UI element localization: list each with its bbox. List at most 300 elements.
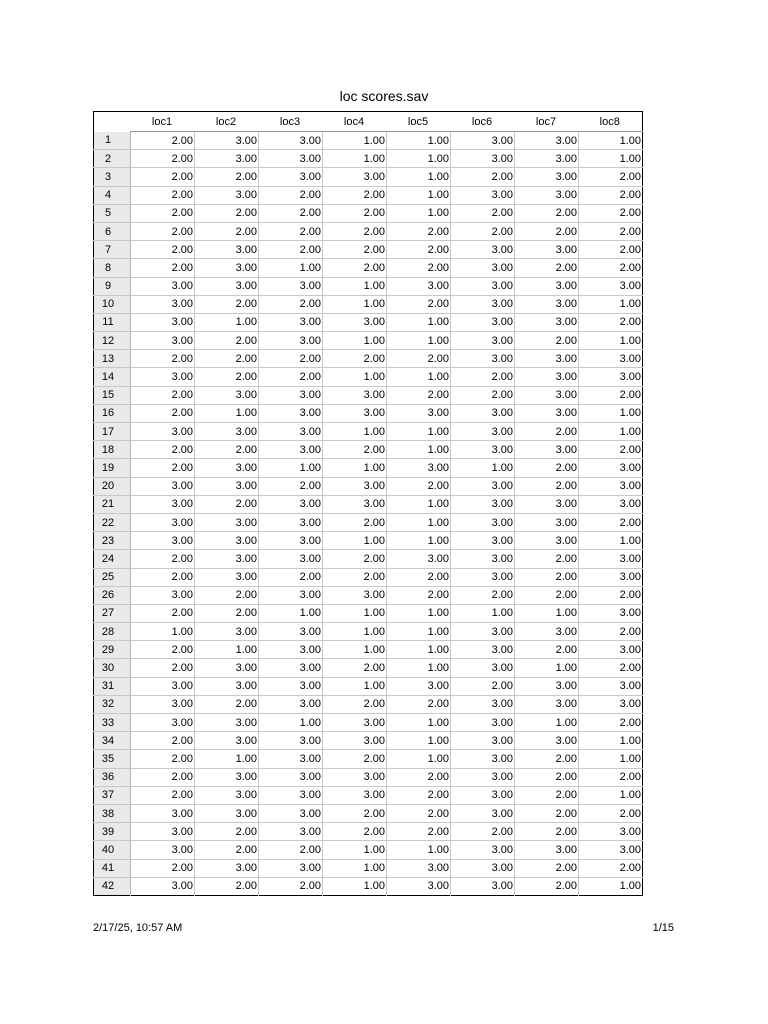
table-cell: 2.00 xyxy=(323,568,387,586)
table-cell: 3.00 xyxy=(195,532,259,550)
table-row xyxy=(94,823,643,841)
table-cell: 3.00 xyxy=(451,714,515,732)
table-cell: 2.00 xyxy=(515,823,579,841)
row-number: 17 xyxy=(94,423,131,441)
table-row xyxy=(94,459,643,477)
column-header: loc2 xyxy=(195,112,259,132)
table-cell: 3.00 xyxy=(579,277,643,295)
table-cell: 3.00 xyxy=(451,513,515,531)
row-number: 4 xyxy=(94,186,131,204)
table-cell: 3.00 xyxy=(131,332,195,350)
table-cell: 3.00 xyxy=(195,623,259,641)
table-cell: 2.00 xyxy=(387,786,451,804)
table-cell: 2.00 xyxy=(195,877,259,895)
table-cell: 3.00 xyxy=(195,859,259,877)
table-cell: 2.00 xyxy=(195,441,259,459)
row-number: 13 xyxy=(94,350,131,368)
table-row xyxy=(94,841,643,859)
table-cell: 3.00 xyxy=(259,786,323,804)
table-cell: 1.00 xyxy=(579,150,643,168)
row-number: 2 xyxy=(94,150,131,168)
table-cell: 2.00 xyxy=(323,350,387,368)
table-cell: 3.00 xyxy=(259,313,323,331)
table-cell: 3.00 xyxy=(259,423,323,441)
table-cell: 3.00 xyxy=(259,168,323,186)
table-cell: 1.00 xyxy=(387,313,451,331)
table-cell: 1.00 xyxy=(323,295,387,313)
table-row xyxy=(94,623,643,641)
document-title: loc scores.sav xyxy=(339,88,429,104)
table-cell: 3.00 xyxy=(323,495,387,513)
column-header: loc4 xyxy=(323,112,387,132)
table-cell: 3.00 xyxy=(259,641,323,659)
table-cell: 3.00 xyxy=(579,368,643,386)
table-cell: 2.00 xyxy=(515,332,579,350)
table-cell: 2.00 xyxy=(515,859,579,877)
table-row xyxy=(94,132,643,150)
table-cell: 2.00 xyxy=(451,222,515,240)
row-number: 26 xyxy=(94,586,131,604)
table-cell: 3.00 xyxy=(195,186,259,204)
table-cell: 3.00 xyxy=(579,495,643,513)
table-cell: 1.00 xyxy=(387,168,451,186)
table-cell: 1.00 xyxy=(323,604,387,622)
table-cell: 2.00 xyxy=(579,168,643,186)
table-cell: 3.00 xyxy=(451,641,515,659)
table-cell: 1.00 xyxy=(387,132,451,150)
table-cell: 1.00 xyxy=(387,732,451,750)
table-cell: 2.00 xyxy=(515,804,579,822)
table-cell: 3.00 xyxy=(131,513,195,531)
table-cell: 1.00 xyxy=(515,604,579,622)
table-cell: 3.00 xyxy=(195,513,259,531)
table-cell: 2.00 xyxy=(323,823,387,841)
row-number: 33 xyxy=(94,714,131,732)
table-cell: 2.00 xyxy=(195,350,259,368)
table-cell: 2.00 xyxy=(259,477,323,495)
table-cell: 1.00 xyxy=(323,132,387,150)
row-number: 12 xyxy=(94,332,131,350)
table-cell: 3.00 xyxy=(131,823,195,841)
table-cell: 2.00 xyxy=(131,459,195,477)
table-cell: 1.00 xyxy=(323,459,387,477)
table-row xyxy=(94,768,643,786)
table-cell: 3.00 xyxy=(515,186,579,204)
table-cell: 2.00 xyxy=(323,241,387,259)
row-number: 29 xyxy=(94,641,131,659)
table-cell: 2.00 xyxy=(259,222,323,240)
table-cell: 3.00 xyxy=(515,277,579,295)
table-cell: 3.00 xyxy=(515,368,579,386)
table-row xyxy=(94,404,643,422)
table-cell: 3.00 xyxy=(195,659,259,677)
table-cell: 2.00 xyxy=(451,823,515,841)
row-number-header xyxy=(94,112,131,132)
table-cell: 2.00 xyxy=(579,241,643,259)
row-number: 32 xyxy=(94,695,131,713)
table-row xyxy=(94,204,643,222)
table-cell: 3.00 xyxy=(131,477,195,495)
table-cell: 3.00 xyxy=(259,277,323,295)
table-cell: 1.00 xyxy=(195,404,259,422)
table-cell: 2.00 xyxy=(131,732,195,750)
table-cell: 3.00 xyxy=(195,714,259,732)
table-cell: 2.00 xyxy=(451,386,515,404)
row-number: 38 xyxy=(94,804,131,822)
table-row xyxy=(94,313,643,331)
table-cell: 1.00 xyxy=(579,423,643,441)
table-row xyxy=(94,641,643,659)
table-cell: 2.00 xyxy=(131,604,195,622)
table-cell: 3.00 xyxy=(195,732,259,750)
header-row xyxy=(94,112,643,132)
table-row xyxy=(94,714,643,732)
table-cell: 2.00 xyxy=(579,804,643,822)
table-row xyxy=(94,877,643,895)
table-cell: 3.00 xyxy=(131,368,195,386)
column-header: loc3 xyxy=(259,112,323,132)
table-row xyxy=(94,332,643,350)
table-cell: 2.00 xyxy=(579,768,643,786)
row-number: 34 xyxy=(94,732,131,750)
table-cell: 1.00 xyxy=(579,750,643,768)
table-cell: 3.00 xyxy=(195,786,259,804)
table-cell: 3.00 xyxy=(195,132,259,150)
table-cell: 2.00 xyxy=(131,386,195,404)
table-cell: 2.00 xyxy=(131,768,195,786)
row-number: 24 xyxy=(94,550,131,568)
row-number: 15 xyxy=(94,386,131,404)
table-cell: 1.00 xyxy=(195,313,259,331)
table-cell: 1.00 xyxy=(323,677,387,695)
table-cell: 3.00 xyxy=(451,404,515,422)
table-cell: 3.00 xyxy=(195,550,259,568)
table-cell: 3.00 xyxy=(451,186,515,204)
table-cell: 3.00 xyxy=(387,459,451,477)
row-number: 10 xyxy=(94,295,131,313)
table-cell: 2.00 xyxy=(387,222,451,240)
table-cell: 2.00 xyxy=(195,823,259,841)
table-cell: 2.00 xyxy=(387,259,451,277)
table-cell: 3.00 xyxy=(451,732,515,750)
table-cell: 3.00 xyxy=(259,695,323,713)
table-cell: 2.00 xyxy=(451,168,515,186)
table-cell: 1.00 xyxy=(387,441,451,459)
table-cell: 3.00 xyxy=(259,750,323,768)
row-number: 37 xyxy=(94,786,131,804)
table-cell: 3.00 xyxy=(387,404,451,422)
table-cell: 2.00 xyxy=(195,368,259,386)
table-row xyxy=(94,532,643,550)
table-cell: 1.00 xyxy=(131,623,195,641)
table-cell: 3.00 xyxy=(195,804,259,822)
table-row xyxy=(94,495,643,513)
table-cell: 3.00 xyxy=(579,641,643,659)
table-cell: 3.00 xyxy=(451,477,515,495)
table-cell: 3.00 xyxy=(259,532,323,550)
column-header: loc5 xyxy=(387,112,451,132)
table-cell: 2.00 xyxy=(131,404,195,422)
table-cell: 2.00 xyxy=(579,441,643,459)
table-cell: 1.00 xyxy=(387,641,451,659)
table-cell: 2.00 xyxy=(387,477,451,495)
table-cell: 3.00 xyxy=(515,623,579,641)
table-cell: 3.00 xyxy=(451,423,515,441)
row-number: 39 xyxy=(94,823,131,841)
table-cell: 3.00 xyxy=(451,495,515,513)
table-cell: 2.00 xyxy=(259,241,323,259)
table-cell: 3.00 xyxy=(259,586,323,604)
table-cell: 3.00 xyxy=(515,441,579,459)
table-cell: 3.00 xyxy=(259,677,323,695)
table-cell: 3.00 xyxy=(451,859,515,877)
table-cell: 3.00 xyxy=(579,459,643,477)
table-cell: 3.00 xyxy=(131,277,195,295)
table-cell: 2.00 xyxy=(259,186,323,204)
table-cell: 3.00 xyxy=(451,277,515,295)
row-number: 25 xyxy=(94,568,131,586)
table-cell: 2.00 xyxy=(387,295,451,313)
table-cell: 2.00 xyxy=(515,641,579,659)
table-cell: 2.00 xyxy=(259,568,323,586)
table-cell: 3.00 xyxy=(515,241,579,259)
table-cell: 3.00 xyxy=(195,477,259,495)
table-cell: 3.00 xyxy=(131,804,195,822)
table-cell: 3.00 xyxy=(131,423,195,441)
table-cell: 1.00 xyxy=(195,641,259,659)
table-cell: 1.00 xyxy=(579,532,643,550)
table-cell: 1.00 xyxy=(259,459,323,477)
table-cell: 3.00 xyxy=(387,677,451,695)
table-cell: 3.00 xyxy=(515,841,579,859)
table-cell: 3.00 xyxy=(451,768,515,786)
table-cell: 3.00 xyxy=(131,841,195,859)
table-cell: 2.00 xyxy=(515,222,579,240)
table-cell: 1.00 xyxy=(387,604,451,622)
table-cell: 3.00 xyxy=(323,168,387,186)
table-cell: 3.00 xyxy=(131,877,195,895)
table-cell: 3.00 xyxy=(451,568,515,586)
table-cell: 3.00 xyxy=(451,877,515,895)
table-cell: 3.00 xyxy=(131,313,195,331)
table-cell: 3.00 xyxy=(451,132,515,150)
table-cell: 2.00 xyxy=(387,568,451,586)
table-cell: 1.00 xyxy=(387,495,451,513)
table-cell: 1.00 xyxy=(323,277,387,295)
table-cell: 3.00 xyxy=(131,586,195,604)
row-number: 7 xyxy=(94,241,131,259)
table-cell: 1.00 xyxy=(387,423,451,441)
table-cell: 2.00 xyxy=(131,859,195,877)
table-cell: 1.00 xyxy=(515,714,579,732)
table-cell: 2.00 xyxy=(515,750,579,768)
table-cell: 1.00 xyxy=(387,659,451,677)
table-cell: 2.00 xyxy=(323,204,387,222)
table-cell: 1.00 xyxy=(451,459,515,477)
table-cell: 1.00 xyxy=(387,513,451,531)
table-cell: 2.00 xyxy=(323,804,387,822)
table-cell: 3.00 xyxy=(579,695,643,713)
table-cell: 3.00 xyxy=(579,604,643,622)
table-cell: 2.00 xyxy=(131,350,195,368)
table-cell: 3.00 xyxy=(387,859,451,877)
table-cell: 3.00 xyxy=(259,404,323,422)
table-cell: 2.00 xyxy=(131,441,195,459)
table-cell: 2.00 xyxy=(515,459,579,477)
table-cell: 3.00 xyxy=(131,495,195,513)
table-cell: 2.00 xyxy=(195,295,259,313)
table-row xyxy=(94,277,643,295)
table-cell: 3.00 xyxy=(515,386,579,404)
table-cell: 1.00 xyxy=(579,732,643,750)
table-cell: 3.00 xyxy=(515,295,579,313)
table-cell: 3.00 xyxy=(323,404,387,422)
table-cell: 3.00 xyxy=(195,241,259,259)
row-number: 3 xyxy=(94,168,131,186)
table-cell: 2.00 xyxy=(579,386,643,404)
table-cell: 1.00 xyxy=(579,132,643,150)
table-cell: 2.00 xyxy=(387,241,451,259)
table-cell: 3.00 xyxy=(259,150,323,168)
table-cell: 1.00 xyxy=(259,714,323,732)
table-cell: 3.00 xyxy=(515,732,579,750)
table-cell: 3.00 xyxy=(259,550,323,568)
table-cell: 2.00 xyxy=(515,550,579,568)
table-cell: 3.00 xyxy=(259,768,323,786)
table-cell: 2.00 xyxy=(259,295,323,313)
table-row xyxy=(94,568,643,586)
table-cell: 2.00 xyxy=(579,513,643,531)
row-number: 1 xyxy=(94,132,131,150)
table-cell: 1.00 xyxy=(387,186,451,204)
table-cell: 1.00 xyxy=(323,332,387,350)
row-number: 31 xyxy=(94,677,131,695)
table-row xyxy=(94,786,643,804)
table-cell: 3.00 xyxy=(259,804,323,822)
table-row xyxy=(94,295,643,313)
table-cell: 2.00 xyxy=(387,350,451,368)
table-cell: 3.00 xyxy=(259,623,323,641)
table-cell: 3.00 xyxy=(387,277,451,295)
table-cell: 2.00 xyxy=(195,168,259,186)
table-cell: 3.00 xyxy=(259,859,323,877)
table-cell: 3.00 xyxy=(195,677,259,695)
table-cell: 1.00 xyxy=(387,841,451,859)
table-cell: 2.00 xyxy=(387,695,451,713)
table-cell: 2.00 xyxy=(259,841,323,859)
table-cell: 2.00 xyxy=(451,586,515,604)
table-cell: 3.00 xyxy=(579,823,643,841)
table-cell: 2.00 xyxy=(131,568,195,586)
table-cell: 3.00 xyxy=(131,295,195,313)
table-cell: 3.00 xyxy=(579,841,643,859)
table-cell: 3.00 xyxy=(259,513,323,531)
table-cell: 3.00 xyxy=(515,513,579,531)
table-cell: 3.00 xyxy=(323,714,387,732)
row-number: 41 xyxy=(94,859,131,877)
table-cell: 3.00 xyxy=(451,350,515,368)
table-cell: 2.00 xyxy=(131,259,195,277)
table-cell: 3.00 xyxy=(515,532,579,550)
table-cell: 3.00 xyxy=(259,495,323,513)
table-cell: 1.00 xyxy=(323,841,387,859)
table-cell: 3.00 xyxy=(131,532,195,550)
table-body xyxy=(94,132,643,896)
table-cell: 1.00 xyxy=(387,150,451,168)
table-cell: 2.00 xyxy=(195,204,259,222)
row-number: 40 xyxy=(94,841,131,859)
table-row xyxy=(94,441,643,459)
table-cell: 3.00 xyxy=(451,150,515,168)
table-cell: 3.00 xyxy=(451,750,515,768)
row-number: 16 xyxy=(94,404,131,422)
table-cell: 2.00 xyxy=(579,859,643,877)
table-cell: 3.00 xyxy=(579,677,643,695)
table-cell: 3.00 xyxy=(195,768,259,786)
table-cell: 2.00 xyxy=(323,550,387,568)
table-cell: 2.00 xyxy=(195,604,259,622)
table-cell: 2.00 xyxy=(387,768,451,786)
table-cell: 2.00 xyxy=(515,423,579,441)
table-cell: 2.00 xyxy=(579,659,643,677)
table-cell: 2.00 xyxy=(579,586,643,604)
table-cell: 3.00 xyxy=(259,132,323,150)
table-cell: 3.00 xyxy=(323,477,387,495)
table-row xyxy=(94,732,643,750)
table-cell: 3.00 xyxy=(323,586,387,604)
print-date: 2/17/25, 10:57 AM xyxy=(93,922,183,934)
table-cell: 1.00 xyxy=(259,259,323,277)
table-cell: 2.00 xyxy=(451,368,515,386)
table-cell: 3.00 xyxy=(131,695,195,713)
table-cell: 2.00 xyxy=(451,677,515,695)
table-cell: 3.00 xyxy=(323,386,387,404)
table-cell: 2.00 xyxy=(579,186,643,204)
table-cell: 1.00 xyxy=(195,750,259,768)
table-cell: 2.00 xyxy=(195,495,259,513)
table-cell: 2.00 xyxy=(323,441,387,459)
row-number: 5 xyxy=(94,204,131,222)
page-number: 1/15 xyxy=(652,922,674,934)
table-cell: 2.00 xyxy=(579,259,643,277)
row-number: 19 xyxy=(94,459,131,477)
table-cell: 3.00 xyxy=(451,841,515,859)
table-cell: 3.00 xyxy=(195,277,259,295)
table-cell: 3.00 xyxy=(451,313,515,331)
table-cell: 1.00 xyxy=(387,368,451,386)
table-cell: 3.00 xyxy=(515,168,579,186)
table-cell: 2.00 xyxy=(131,550,195,568)
row-number: 9 xyxy=(94,277,131,295)
table-cell: 3.00 xyxy=(259,386,323,404)
table-cell: 3.00 xyxy=(579,350,643,368)
table-cell: 1.00 xyxy=(259,604,323,622)
table-cell: 1.00 xyxy=(323,641,387,659)
row-number: 35 xyxy=(94,750,131,768)
table-cell: 2.00 xyxy=(131,168,195,186)
table-cell: 3.00 xyxy=(451,623,515,641)
table-cell: 2.00 xyxy=(515,477,579,495)
row-number: 21 xyxy=(94,495,131,513)
table-cell: 2.00 xyxy=(387,823,451,841)
table-cell: 2.00 xyxy=(131,750,195,768)
table-cell: 1.00 xyxy=(579,332,643,350)
table-cell: 3.00 xyxy=(195,386,259,404)
table-cell: 3.00 xyxy=(387,550,451,568)
table-cell: 3.00 xyxy=(259,823,323,841)
row-number: 36 xyxy=(94,768,131,786)
table-cell: 3.00 xyxy=(195,459,259,477)
